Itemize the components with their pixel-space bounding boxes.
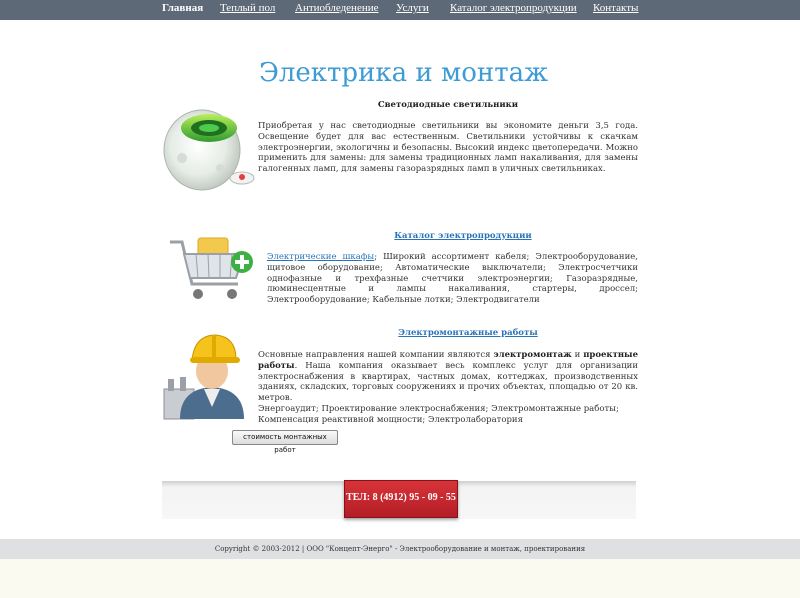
installation-section-text [258,350,638,404]
footer [0,539,800,559]
installation-bold-b: проектные работы [258,350,638,371]
phone-number: ТЕЛ: 8 (4912) 95 - 09 - 55 [346,492,456,503]
page-title: Электрика и монтаж [259,58,549,88]
nav-item-anti-icing[interactable]: Антиобледенение [295,2,379,14]
installation-text-a: Основные направления нашей компании являются [258,350,494,360]
nav-item-contacts[interactable]: Контакты [593,2,639,14]
catalog-section-heading[interactable]: Каталог электропродукции [394,231,532,241]
installation-text-c: . Наша компания оказывает весь комплекс услуг для организации электроснабжения в квартирах, частных домах, коттеджах, производственных зданиях, складских, торговых сооружениях и прочих объектах, площадью от 20 кв. метров. [258,360,638,404]
top-navigation [0,0,800,20]
installation-cost-button[interactable]: стоимость монтажных работ [232,430,338,445]
footer-copyright: Copyright © 2003-2012 | ООО "Концепт-Энерго" - Электрооборудование и монтаж, проектирования [214,545,586,553]
nav-item-catalog[interactable]: Каталог электропродукции [450,2,577,14]
installation-services-list: Энергоаудит; Проектирование электроснабжения; Электромонтажные работы; Компенсация реактивной мощности; Электролаборатория [258,404,619,425]
led-lamp-image [162,98,258,196]
electrician-worker-image [162,327,258,423]
led-section-heading: Светодиодные светильники [377,100,519,110]
installation-bold-a: электромонтаж [493,350,572,360]
led-section-text: Приобретая у нас светодиодные светильники вы экономите деньги 3,5 года. Освещение будет для вас естественным. Светильники устойчивы к скачкам электроэнергии, экологичны и безопасны. Высокий индекс цветопередачи. Можно применить для замены: для замены традиционных ламп накаливания, для замены галогенных ламп, для замены газоразрядных ламп в уличных светильниках. [258,121,638,175]
nav-item-services[interactable]: Услуги [396,2,429,14]
installation-section-heading[interactable]: Электромонтажные работы [398,328,538,338]
nav-item-warm-floor[interactable]: Теплый пол [220,2,276,14]
nav-item-home[interactable]: Главная [162,2,204,14]
shopping-cart-image [162,232,258,310]
catalog-items-text: ; Широкий ассортимент кабеля; Электрооборудование, щитовое оборудование; Автоматические выключатели; Электросчетчики однофазные и трехфазные счетчики электроэнергии; Газоразрядные, люминесцентные и лампы накаливания, стартеры, дроссел; Электрооборудование; Кабельные лотки; Электродвигатели [267,252,638,306]
installation-text-b: и [571,350,584,360]
phone-badge [344,480,458,518]
electrical-cabinets-link[interactable]: Электрические шкафы [267,252,375,262]
catalog-section-text [267,252,638,306]
